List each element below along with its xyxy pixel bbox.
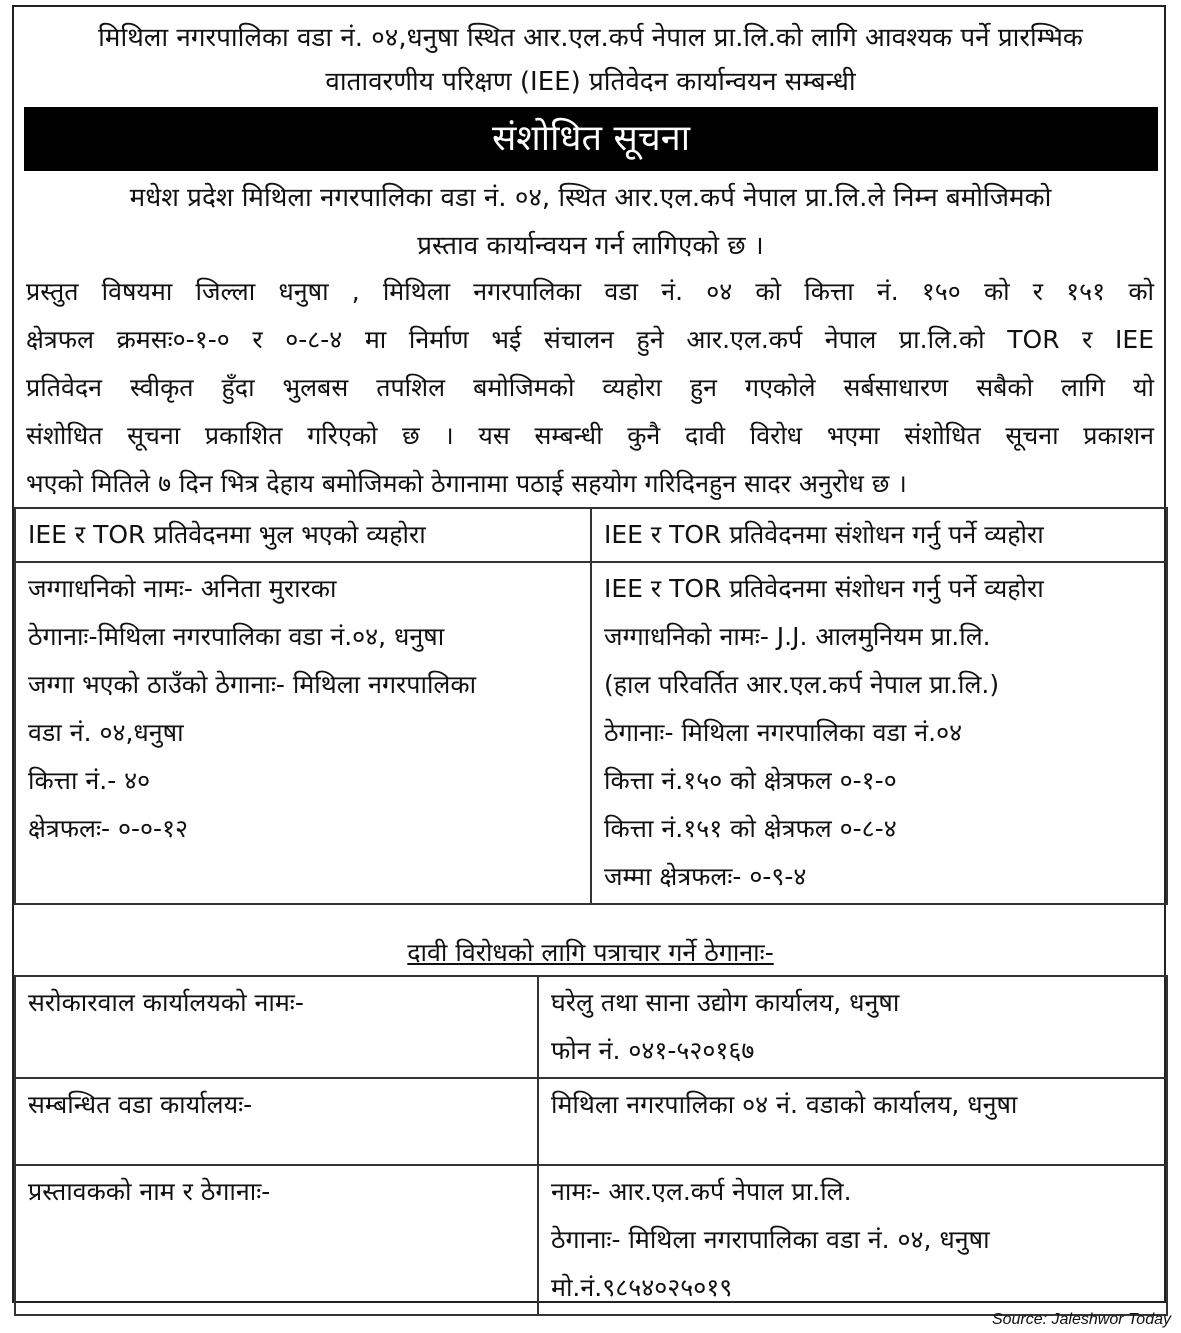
line: क्षेत्रफलः- ०-०-१२ [28, 814, 189, 843]
line: नामः- आर.एल.कर्प नेपाल प्रा.लि. [551, 1177, 852, 1206]
correction-table [14, 507, 1168, 905]
line: घरेलु तथा साना उद्योग कार्यालय, धनुषा [551, 988, 900, 1017]
line: मो.नं.९८५४०२५०१९ [551, 1273, 733, 1302]
title-line-1: मिथिला नगरपालिका वडा नं. ०४,धनुषा स्थित आर.एल.कर्प नेपाल प्रा.लि.को लागि आवश्यक पर्ने प्रारम्भिक [98, 23, 1083, 53]
title-line-2: वातावरणीय परिक्षण (IEE) प्रतिवेदन कार्यान्वयन सम्बन्धी [325, 67, 856, 97]
line: फोन नं. ०४१-५२०१६७ [551, 1036, 755, 1065]
line: (हाल परिवर्तित आर.एल.कर्प नेपाल प्रा.लि.) [604, 670, 1000, 699]
line: वडा नं. ०४,धनुषा [28, 718, 184, 747]
body-line: प्रस्तुत विषयमा जिल्ला धनुषा , मिथिला नगरपालिका वडा नं. ०४ को कित्ता नं. १५० को र १५१ को [26, 277, 1154, 306]
line: मिथिला नगरपालिका ०४ नं. वडाको कार्यालय, धनुषा [551, 1090, 1018, 1119]
contact-label: सरोकारवाल कार्यालयको नामः- [15, 976, 538, 1078]
line: कित्ता नं.१५० को क्षेत्रफल ०-१-० [604, 766, 897, 795]
wrong-details [15, 562, 591, 904]
line: जग्गा भएको ठाउँको ठेगानाः- मिथिला नगरपालिका [28, 670, 477, 699]
source-credit: Source: Jaleshwor Today [991, 1311, 1171, 1328]
body-line: भएको मितिले ७ दिन भित्र देहाय बमोजिमको ठेगानामा पठाई सहयोग गरिदिनहुन सादर अनुरोध छ । [26, 469, 907, 498]
line: कित्ता नं.- ४० [28, 766, 151, 795]
contact-value [538, 1165, 1167, 1315]
contact-label: सम्बन्धित वडा कार्यालयः- [15, 1078, 538, 1165]
contact-table [14, 975, 1168, 1316]
contact-heading: दावी विरोधको लागि पत्राचार गर्ने ठेगानाः- [407, 938, 774, 967]
line: ठेगानाः- मिथिला नगरपालिका वडा नं.०४ [604, 718, 963, 747]
line: ठेगानाः-मिथिला नगरपालिका वडा नं.०४, धनुषा [28, 622, 445, 651]
body-line: संशोधित सूचना प्रकाशित गरिएको छ । यस सम्बन्धी कुनै दावी विरोध भएमा संशोधित सूचना प्रकाशन [26, 421, 1154, 450]
header-corrected: IEE र TOR प्रतिवेदनमा संशोधन गर्नु पर्ने व्यहोरा [591, 508, 1167, 562]
header-wrong: IEE र TOR प्रतिवेदनमा भुल भएको व्यहोरा [15, 508, 591, 562]
body-line: प्रतिवेदन स्वीकृत हुँदा भुलबस तपशिल बमोजिमको व्यहोरा हुन गएकोले सर्बसाधारण सबैको लागि यो [26, 373, 1154, 402]
notice-banner: संशोधित सूचना [24, 107, 1158, 171]
contact-value [538, 976, 1167, 1078]
line: ठेगानाः- मिथिला नगरापालिका वडा नं. ०४, धनुषा [551, 1225, 990, 1254]
body-paragraph [26, 268, 1154, 508]
body-line: क्षेत्रफल क्रमसः०-१-० र ०-८-४ मा निर्माण भई संचालन हुने आर.एल.कर्प नेपाल प्रा.लि.को TOR र IEE [26, 325, 1154, 354]
intro-line-1: मधेश प्रदेश मिथिला नगरपालिका वडा नं. ०४, स्थित आर.एल.कर्प नेपाल प्रा.लि.ले निम्न बमोजिमको [129, 183, 1052, 213]
contact-label: प्रस्तावकको नाम र ठेगानाः- [15, 1165, 538, 1315]
line: जग्गाधनिको नामः- J.J. आलमुनियम प्रा.लि. [604, 622, 991, 651]
corrected-details [591, 562, 1167, 904]
line: कित्ता नं.१५१ को क्षेत्रफल ०-८-४ [604, 814, 897, 843]
line: जग्गाधनिको नामः- अनिता मुरारका [28, 574, 337, 603]
line: जम्मा क्षेत्रफलः- ०-९-४ [604, 862, 807, 891]
line: IEE र TOR प्रतिवेदनमा संशोधन गर्नु पर्ने व्यहोरा [604, 574, 1044, 603]
contact-value [538, 1078, 1167, 1165]
intro-line-2: प्रस्ताव कार्यान्वयन गर्न लागिएको छ । [417, 231, 764, 261]
